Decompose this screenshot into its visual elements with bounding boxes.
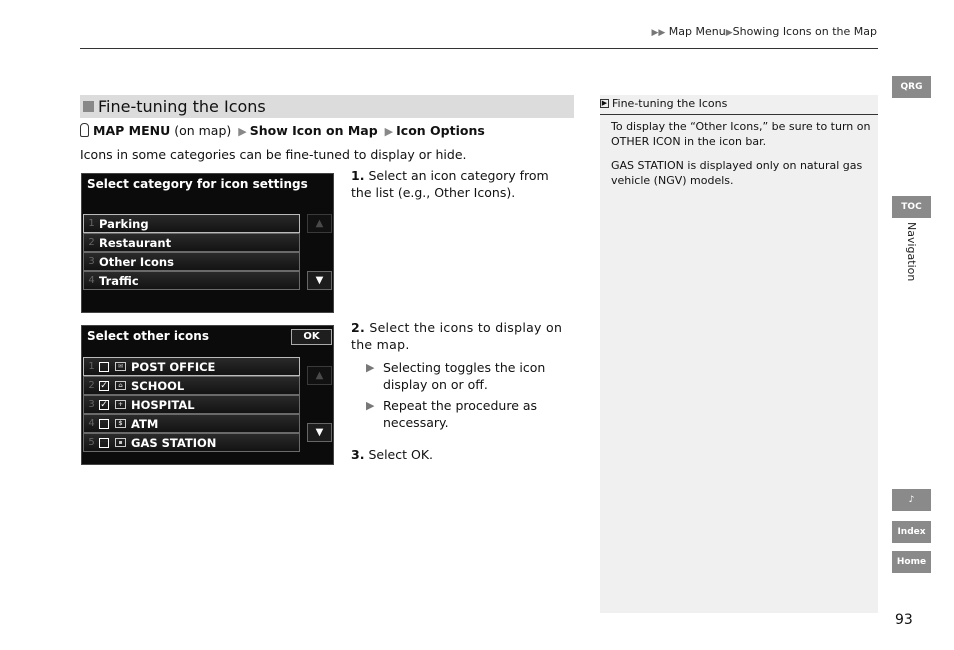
breadcrumb-showing-icons[interactable]: Showing Icons on the Map [732,25,877,38]
path-icon-options: Icon Options [396,123,485,138]
step-1: 1. Select an icon category from the list (e.g., Other Icons). [351,168,549,200]
step-3: 3. Select OK. [351,447,434,462]
atm-icon: $ [115,419,126,428]
menu-path [80,123,485,138]
arrow-icon: ▶ [366,361,375,374]
header-rule [80,48,878,49]
side-note-text: To display the “Other Icons,” be sure to turn on OTHER ICON in the icon bar. [611,120,871,148]
step-2-note: ▶ Repeat the procedure as necessary. [366,398,538,430]
screen-header: Select other icons [87,329,209,343]
checkbox-icon [99,438,109,448]
scroll-up-icon: ▲ [307,214,332,233]
square-icon [83,101,94,112]
home-tab[interactable]: Home [892,551,931,573]
section-title: Fine-tuning the Icons [98,97,266,116]
scroll-down-icon: ▼ [307,271,332,290]
note-icon: ▶ [601,99,608,107]
index-tab[interactable]: Index [892,521,931,543]
other-icons-screenshot [81,325,334,465]
icon-row: 5 ▪ GAS STATION [83,433,300,452]
screen-header: Select category for icon settings [87,177,308,191]
category-screenshot [81,173,334,313]
checkbox-checked-icon: ✓ [100,380,108,391]
side-note-rule [600,114,878,115]
icon-row: 1 ✉ POST OFFICE [83,357,300,376]
section-header [80,95,574,118]
page-number: 93 [895,612,913,628]
home-button-icon [80,123,89,137]
toc-tab[interactable]: TOC [892,196,931,218]
checkbox-checked-icon: ✓ [100,399,108,410]
voice-command-tab[interactable] [892,489,931,511]
chapter-label: Navigation [905,222,918,282]
icon-row: 2 ✓ ⌂ SCHOOL [83,376,300,395]
path-note: (on map) [174,123,232,138]
breadcrumb [651,25,877,38]
path-show-icon: Show Icon on Map [249,123,378,138]
voice-icon: ♪ [908,495,915,505]
checkbox-icon [99,362,109,372]
scroll-up-icon: ▲ [307,366,332,385]
school-icon: ⌂ [115,381,126,390]
side-note-header: ▶ Fine-tuning the Icons [601,97,728,110]
ok-button-image: OK [291,329,332,345]
intro-text: Icons in some categories can be fine-tuned to display or hide. [80,147,467,162]
category-row: 1 Parking [83,214,300,233]
arrow-icon: ▶ [384,125,394,138]
step-2: 2. Select the icons to display on the map. [351,320,563,352]
icon-row: 3 ✓ + HOSPITAL [83,395,300,414]
category-row: 3 Other Icons [83,252,300,271]
arrow-icon: ▶ [238,125,247,138]
gas-station-icon: ▪ [115,438,126,447]
side-note-text: GAS STATION is displayed only on natural gas vehicle (NGV) models. [611,159,863,187]
scroll-down-icon: ▼ [307,423,332,442]
hospital-icon: + [115,400,126,409]
path-map-menu: MAP MENU [93,123,171,138]
post-office-icon: ✉ [115,362,126,371]
category-row: 2 Restaurant [83,233,300,252]
arrow-icon: ▶▶ [651,28,666,38]
category-row: 4 Traffic [83,271,300,290]
step-2-note: ▶ Selecting toggles the icon display on or off. [366,360,546,392]
checkbox-icon [99,419,109,429]
arrow-icon: ▶ [366,399,375,412]
qrg-tab[interactable]: QRG [892,76,931,98]
icon-row: 4 $ ATM [83,414,300,433]
breadcrumb-map-menu[interactable]: Map Menu [668,25,726,38]
arrow-icon: ▶ [725,28,733,38]
